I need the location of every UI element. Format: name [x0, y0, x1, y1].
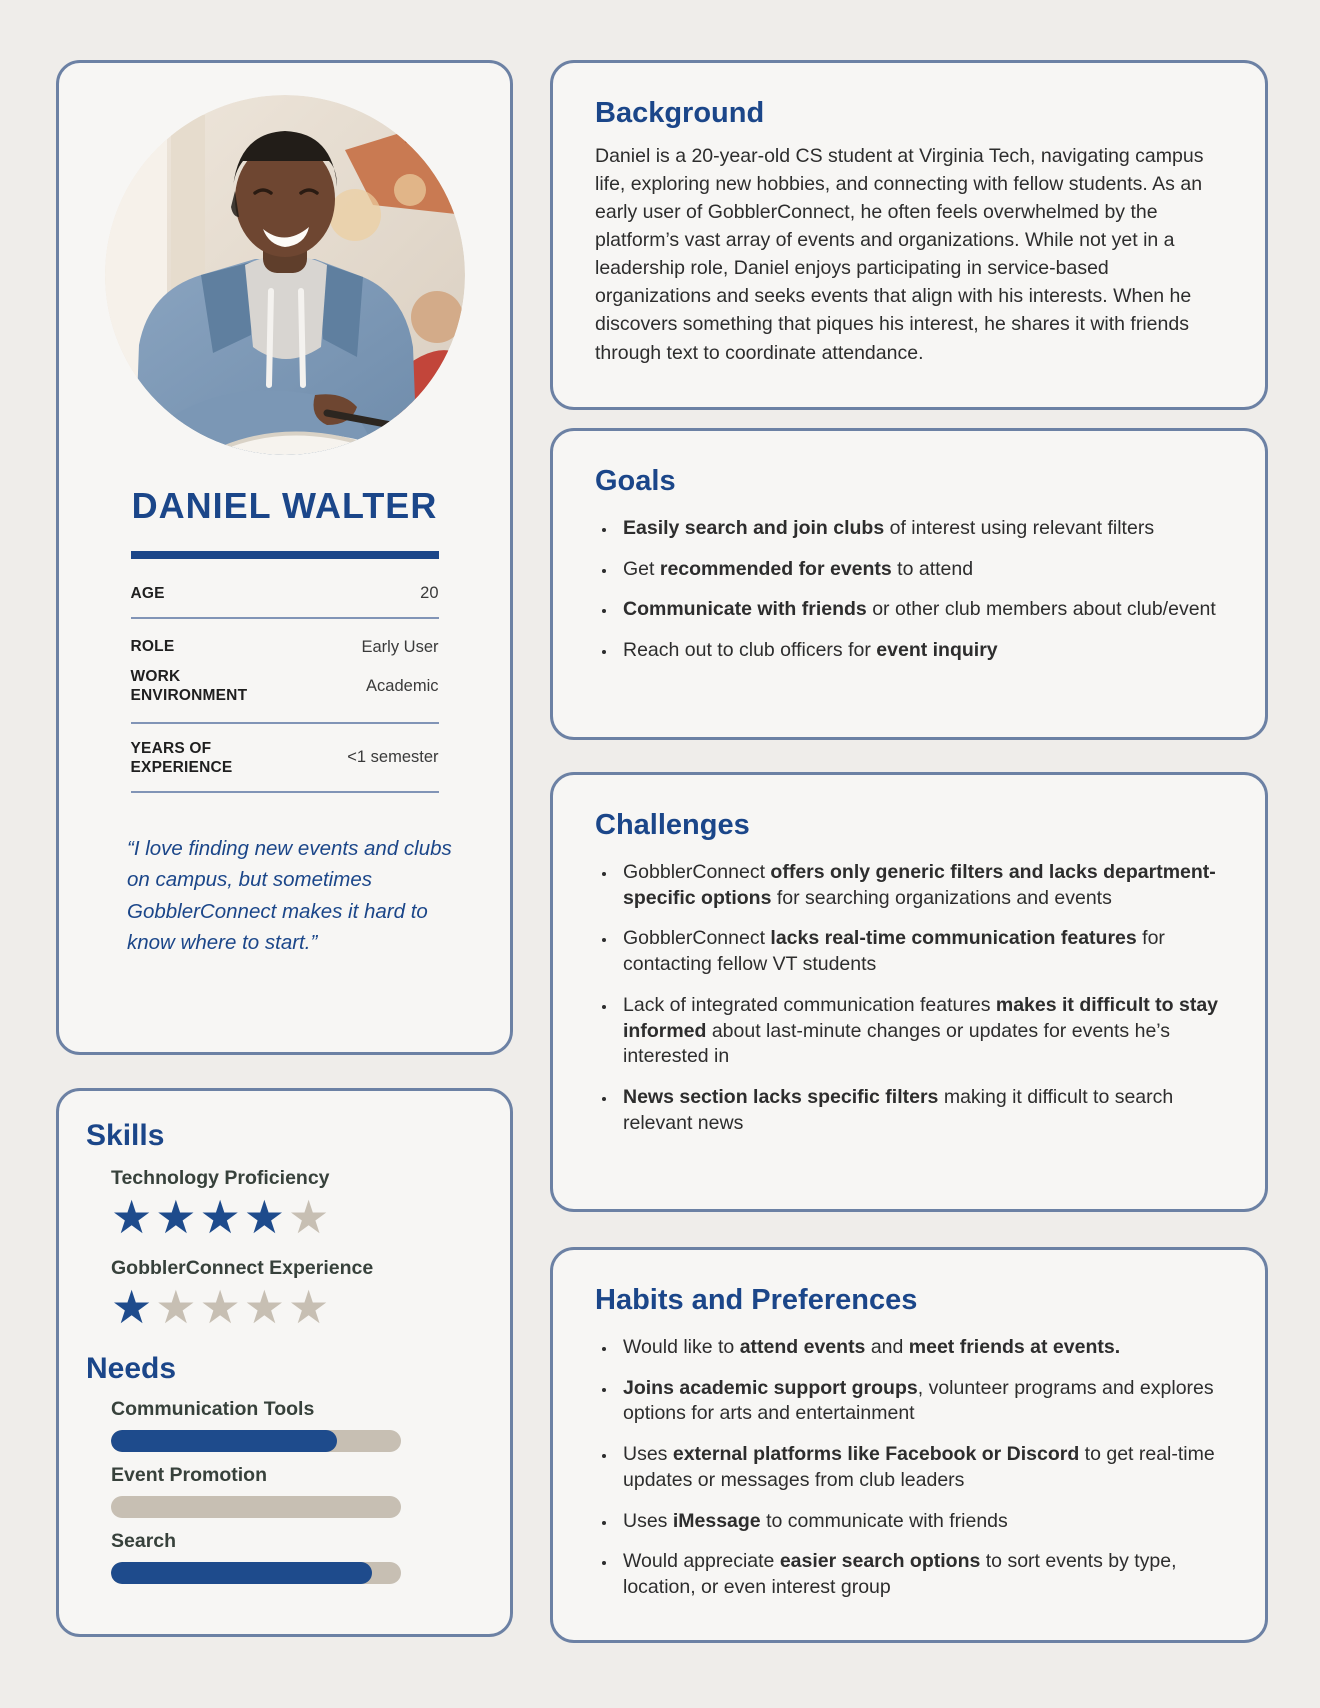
right-column: [550, 60, 1268, 1708]
skills-card: [56, 1088, 513, 1637]
section-card-background: [550, 60, 1268, 410]
text: GobblerConnect: [623, 861, 771, 883]
bullet-item: [617, 516, 1223, 542]
section-paragraph: Daniel is a 20-year-old CS student at Virginia Tech, navigating campus life, exploring new hobbies, and connecting with fellow students. As an early user of GobblerConnect, he often feels overwhelmed by the platform’s vast array of events and organizations. While not yet in a leadership role, Daniel enjoys participating in service-based organizations and seeks events that align with his interests. When he discovers something that piques his interest, he shares it with friends through text to coordinate attendance.: [595, 145, 1204, 364]
stat-row: [131, 661, 439, 722]
stat-value: Early User: [361, 637, 439, 656]
text: making it difficult to search relevant news: [623, 1086, 1174, 1134]
text: Uses: [623, 1443, 673, 1466]
text: Would appreciate: [623, 1550, 780, 1573]
stat-row: [131, 569, 439, 617]
skill-label: Technology Proficiency: [111, 1167, 330, 1189]
bullet-item: [617, 1509, 1223, 1535]
bullet-list: [595, 860, 1223, 1137]
bold-text: News section lacks specific filters: [623, 1086, 939, 1109]
bold-text: attend events: [739, 1336, 866, 1358]
skill-ratings: [59, 1167, 510, 1332]
persona-name: DANIEL WALTER: [131, 485, 438, 526]
text: about last-minute changes or updates for events he’s interested in: [623, 1019, 1171, 1068]
bold-text: external platforms like Facebook or Discord: [672, 1443, 1080, 1466]
star-empty-icon: ★: [155, 1280, 200, 1333]
stat-row: [131, 724, 439, 792]
need-bar-fill: [111, 1430, 337, 1452]
bold-text: iMessage: [672, 1509, 761, 1532]
need-item: [111, 1530, 510, 1584]
bold-text: lacks real-time communication features: [770, 927, 1137, 950]
bullet-item: [617, 1549, 1223, 1600]
bullet-item: [617, 597, 1223, 623]
section-title: Goals: [595, 465, 676, 497]
text: for contacting fellow VT students: [623, 927, 1165, 976]
bullet-item: [617, 638, 1223, 664]
section-card-habits-and-preferences: [550, 1247, 1268, 1643]
bullet-list: [595, 516, 1223, 664]
stat-value: <1 semester: [347, 748, 439, 767]
need-bar-fill: [111, 1562, 372, 1584]
skill-rating: [111, 1257, 510, 1333]
bold-text: Communicate with friends: [623, 598, 867, 621]
need-bar-track: [111, 1496, 401, 1518]
stat-divider: [131, 791, 439, 793]
star-rating: [111, 1282, 510, 1333]
star-empty-icon: ★: [288, 1191, 333, 1243]
stat-label: YEARS OF EXPERIENCE: [130, 739, 233, 776]
skill-label: GobblerConnect Experience: [111, 1256, 374, 1279]
text: Get: [623, 557, 660, 580]
bullet-item: [617, 1442, 1223, 1493]
bold-text: Easily search and join clubs: [623, 517, 885, 539]
stat-value: 20: [420, 584, 439, 603]
text: of interest using relevant filters: [884, 517, 1155, 539]
stat-row: [131, 619, 439, 660]
bullet-item: [617, 1376, 1223, 1427]
bold-text: Joins academic support groups: [623, 1376, 918, 1399]
text: to get real-time updates or messages from club leaders: [623, 1443, 1215, 1491]
need-bar-track: [111, 1562, 401, 1584]
need-label: Communication Tools: [111, 1398, 315, 1421]
skills-heading: Skills: [86, 1119, 165, 1152]
bullet-item: [617, 1335, 1223, 1361]
name-underline: [131, 551, 439, 559]
star-filled-icon: ★: [243, 1191, 288, 1243]
text: Lack of integrated communication features: [623, 993, 996, 1016]
stat-label: ROLE: [130, 638, 175, 656]
need-bar-track: [111, 1430, 401, 1452]
stat-value: Academic: [366, 676, 439, 695]
bold-text: meet friends at events.: [908, 1336, 1121, 1358]
portrait-illustration: [105, 95, 465, 455]
stats-list: [131, 569, 439, 793]
bullet-item: [617, 926, 1223, 977]
text: to communicate with friends: [760, 1509, 1008, 1532]
needs-bars: [59, 1398, 510, 1584]
profile-card: [56, 60, 513, 1055]
bullet-item: [617, 557, 1223, 583]
skill-rating: [111, 1167, 510, 1243]
need-label: Search: [111, 1530, 177, 1553]
section-title: Background: [595, 97, 765, 129]
left-column: [56, 60, 513, 1708]
star-filled-icon: ★: [111, 1280, 156, 1333]
star-empty-icon: ★: [243, 1280, 288, 1333]
text: or other club members about club/event: [866, 598, 1216, 621]
text: GobblerConnect: [623, 927, 771, 950]
star-filled-icon: ★: [155, 1191, 200, 1243]
bold-text: offers only generic filters and lacks department-specific options: [623, 861, 1216, 909]
bullet-item: [617, 993, 1223, 1070]
section-card-challenges: [550, 772, 1268, 1212]
star-empty-icon: ★: [199, 1280, 244, 1333]
stat-label: WORK ENVIRONMENT: [130, 667, 248, 705]
text: for searching organizations and events: [771, 886, 1112, 909]
text: to attend: [891, 557, 974, 580]
star-filled-icon: ★: [111, 1191, 156, 1243]
need-label: Event Promotion: [111, 1464, 268, 1487]
text: Would like to: [623, 1336, 740, 1358]
text: to sort events by type, location, or even interest group: [623, 1550, 1177, 1599]
bold-text: event inquiry: [876, 639, 998, 662]
star-empty-icon: ★: [288, 1280, 333, 1333]
bold-text: recommended for events: [659, 557, 892, 580]
needs-heading: Needs: [86, 1352, 177, 1386]
persona-quote: “I love finding new events and clubs on campus, but sometimes GobblerConnect makes it hard to know where to start.”: [127, 837, 452, 954]
text: and: [865, 1336, 909, 1358]
section-title: Habits and Preferences: [595, 1284, 918, 1316]
star-filled-icon: ★: [199, 1191, 244, 1243]
need-item: [111, 1398, 510, 1452]
text: Uses: [623, 1509, 673, 1532]
bullet-item: [617, 1085, 1223, 1136]
bullet-item: [617, 860, 1223, 911]
need-item: [111, 1464, 510, 1518]
text: Reach out to club officers for: [623, 639, 877, 662]
text: , volunteer programs and explores options for arts and entertainment: [623, 1376, 1214, 1425]
stat-label: AGE: [130, 585, 165, 602]
star-rating: [111, 1192, 510, 1243]
profile-photo: [105, 95, 465, 455]
section-card-goals: [550, 428, 1268, 740]
section-title: Challenges: [595, 809, 750, 841]
bullet-list: [595, 1335, 1223, 1601]
bold-text: easier search options: [779, 1550, 981, 1573]
bold-text: makes it difficult to stay informed: [623, 993, 1219, 1042]
